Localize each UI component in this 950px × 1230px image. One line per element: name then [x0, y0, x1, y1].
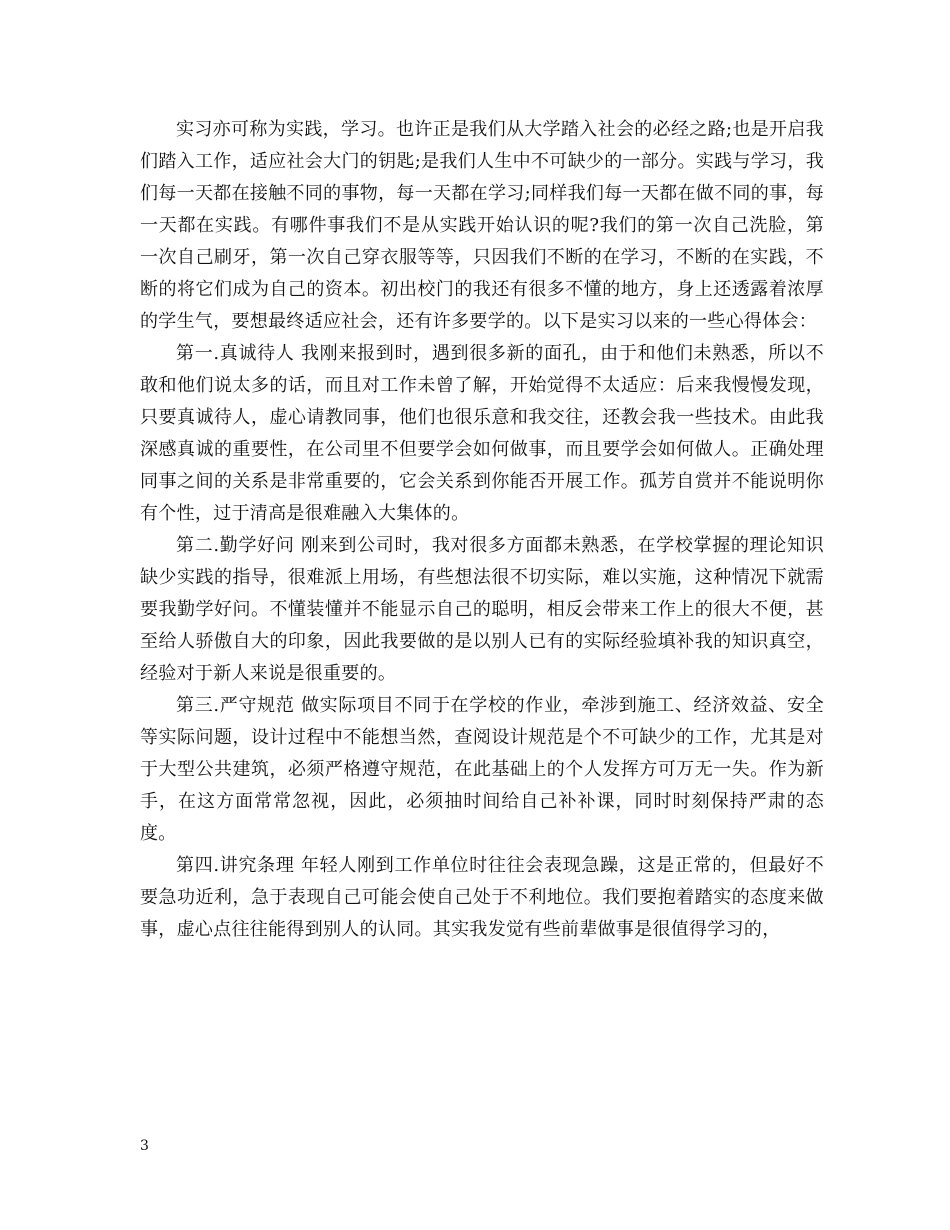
document-body — [140, 114, 824, 946]
paragraph-standards: 第三.严守规范 做实际项目不同于在学校的作业，牵涉到施工、经济效益、安全等实际问题，设计过程中不能想当然，查阅设计规范是个不可缺少的工作，尤其是对于大型公共建筑，必须严格遵守规范，在此基础上的个人发挥方可万无一失。作为新手，在这方面常常忽视，因此，必须抽时间给自己补补课，同时时刻保持严肃的态度。 — [140, 695, 824, 844]
paragraph-intro: 实习亦可称为实践，学习。也许正是我们从大学踏入社会的必经之路;也是开启我们踏入工作，适应社会大门的钥匙;是我们人生中不可缺少的一部分。实践与学习，我们每一天都在接触不同的事物，每一天都在学习;同样我们每一天都在做不同的事，每一天都在实践。有哪件事我们不是从实践开始认识的呢?我们的第一次自己洗脸，第一次自己刷牙，第一次自己穿衣服等等，只因我们不断的在学习，不断的在实践，不断的将它们成为自己的资本。初出校门的我还有很多不懂的地方，身上还透露着浓厚的学生气，要想最终适应社会，还有许多要学的。以下是实习以来的一些心得体会： — [140, 119, 824, 332]
paragraph-diligence: 第二.勤学好问 刚来到公司时，我对很多方面都未熟悉，在学校掌握的理论知识缺少实践的指导，很难派上用场，有些想法很不切实际，难以实施，这种情况下就需要我勤学好问。不懂装懂并不能显示自己的聪明，相反会带来工作上的很大不便，甚至给人骄傲自大的印象，因此我要做的是以别人已有的实际经验填补我的知识真空，经验对于新人来说是很重要的。 — [140, 535, 824, 684]
paragraph-sincerity: 第一.真诚待人 我刚来报到时，遇到很多新的面孔，由于和他们未熟悉，所以不敢和他们说太多的话，而且对工作未曾了解，开始觉得不太适应：后来我慢慢发现，只要真诚待人，虚心请教同事，他们也很乐意和我交往，还教会我一些技术。由此我深感真诚的重要性，在公司里不但要学会如何做事，而且要学会如何做人。正确处理同事之间的关系是非常重要的，它会关系到你能否开展工作。孤芳自赏并不能说明你有个性，过于清高是很难融入大集体的。 — [140, 343, 824, 524]
page-number: 3 — [140, 1138, 149, 1154]
paragraph-order: 第四.讲究条理 年轻人刚到工作单位时往往会表现急躁，这是正常的，但最好不要急功近利，急于表现自己可能会使自己处于不利地位。我们要抱着踏实的态度来做事，虚心点往往能得到别人的认同。其实我发觉有些前辈做事是很值得学习的， — [140, 855, 824, 940]
